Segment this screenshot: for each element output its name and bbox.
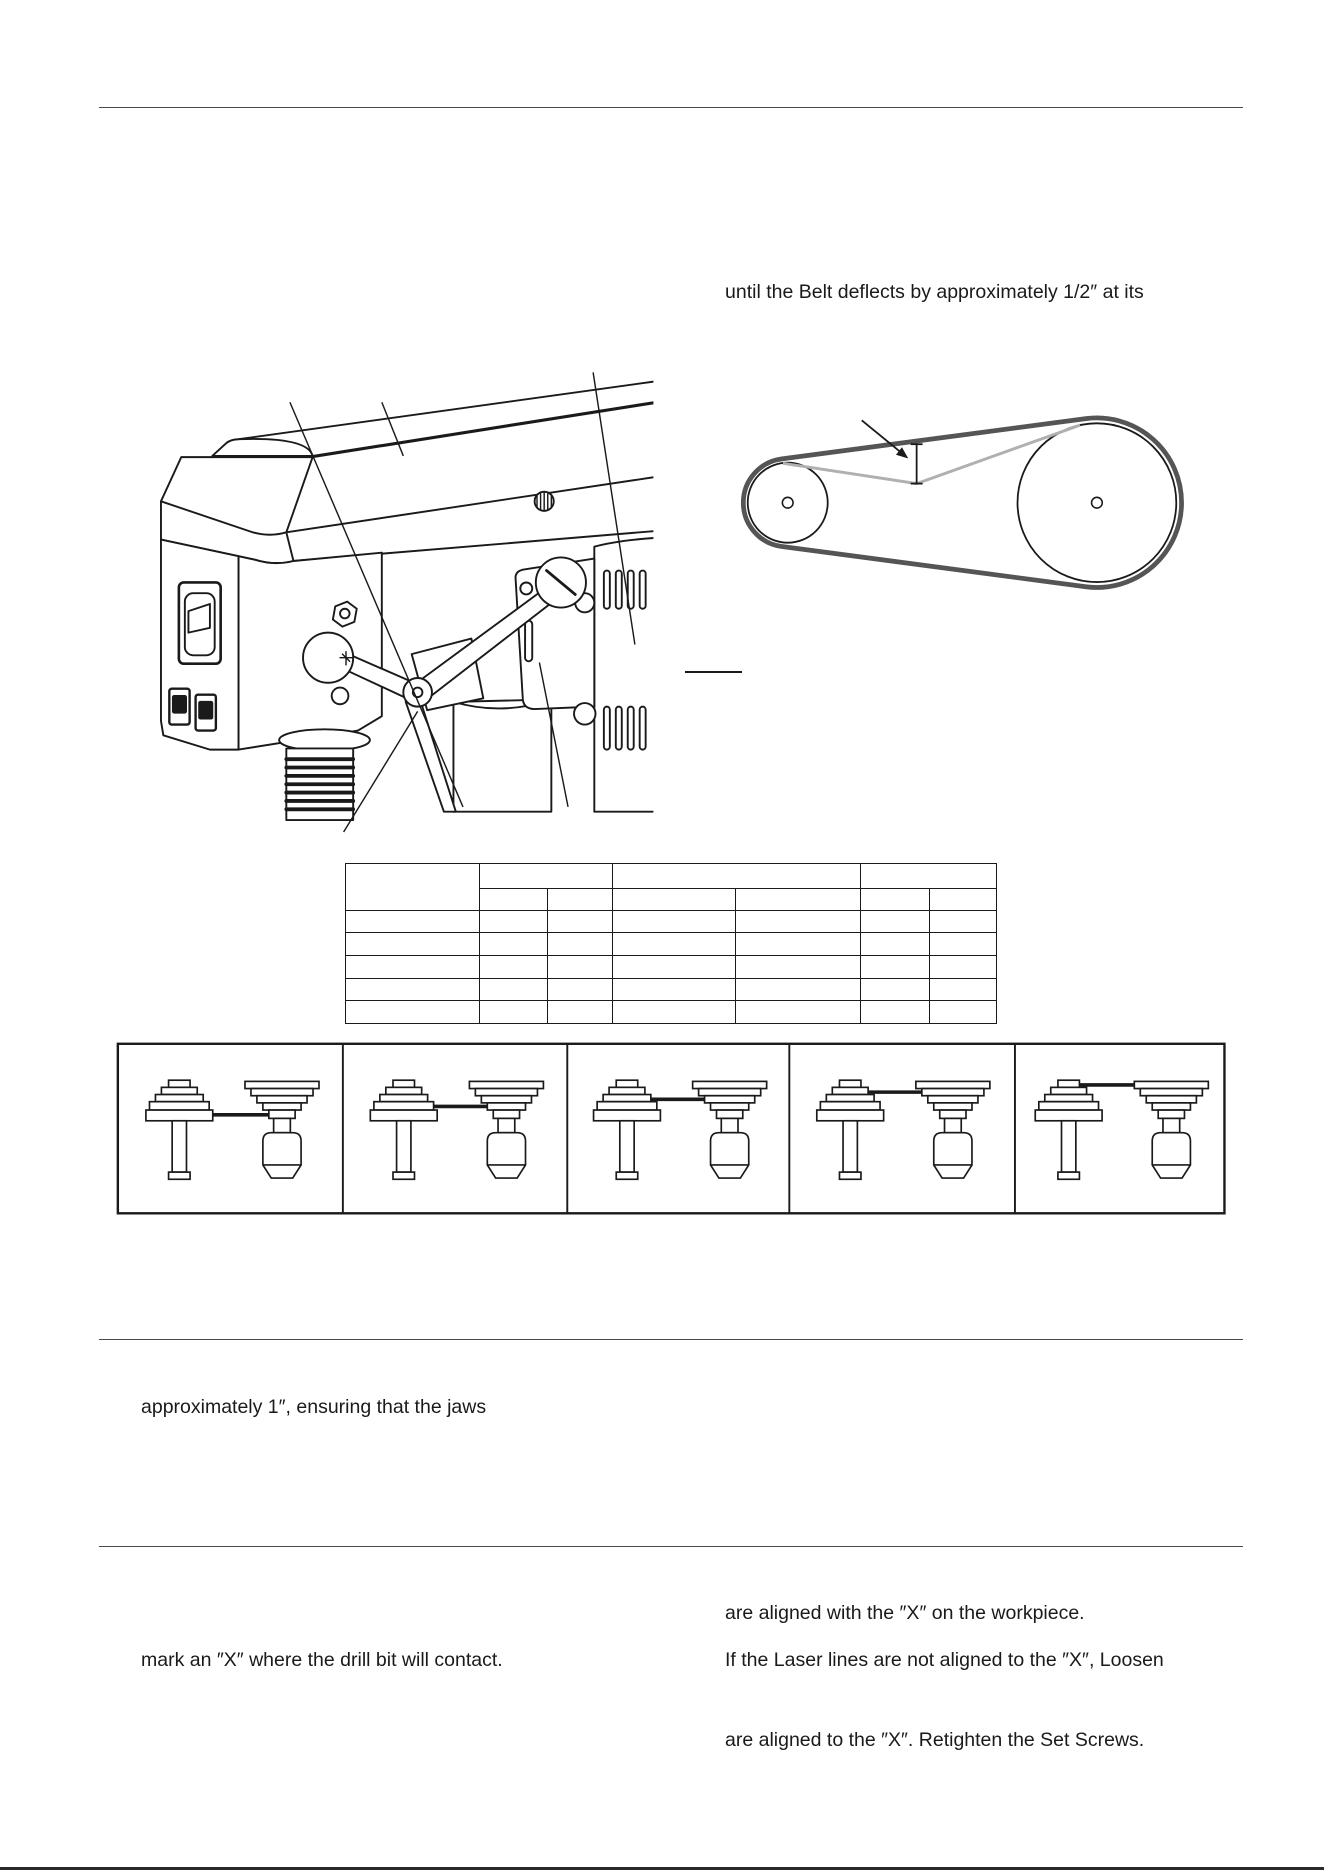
pointer-arrow-icon (862, 420, 909, 458)
section-rule-bottom (99, 1546, 1243, 1547)
bolt-icon (332, 688, 349, 705)
table-cell (930, 910, 997, 933)
table-cell (860, 1001, 929, 1024)
table-cell (480, 978, 548, 1001)
belt-position-panels (116, 1042, 1226, 1215)
table-cell (612, 978, 735, 1001)
table-row (346, 933, 997, 956)
table-header-cell (735, 889, 860, 911)
table-cell (930, 933, 997, 956)
table-cell (346, 933, 480, 956)
laser-text-right-3: are aligned to the ″X″. Retighten the Set Screws. (725, 1729, 1145, 1751)
table-header-cell (612, 889, 735, 911)
table-cell (612, 933, 735, 956)
belt-deflection-diagram (734, 406, 1194, 597)
table-cell (860, 955, 929, 978)
table-header-cell (860, 864, 996, 889)
table-cell (346, 955, 480, 978)
table-cell (930, 1001, 997, 1024)
table-cell (612, 910, 735, 933)
table-header-cell (860, 889, 929, 911)
laser-text-right-1: are aligned with the ″X″ on the workpiece. (725, 1602, 1085, 1624)
table-cell (930, 978, 997, 1001)
tension-knob-icon (333, 602, 357, 627)
table-cell (735, 978, 860, 1001)
table-cell (548, 933, 613, 956)
switch-housing (161, 540, 239, 750)
table-cell (930, 955, 997, 978)
table-cell (860, 910, 929, 933)
table-cell (548, 978, 613, 1001)
deflection-gauge-icon (911, 444, 923, 483)
laser-text-left-1: mark an ″X″ where the drill bit will contact. (141, 1649, 503, 1671)
table-row (346, 978, 997, 1001)
laser-text-right-2: If the Laser lines are not aligned to the ″X″, Loosen (725, 1649, 1164, 1671)
table-cell (735, 910, 860, 933)
table-header-row (346, 864, 997, 889)
table-cell (480, 1001, 548, 1024)
table-cell (480, 910, 548, 933)
small-pulley-hub-icon (783, 497, 794, 508)
table-header-cell (480, 889, 548, 911)
speed-table (345, 863, 997, 1024)
large-pulley-hub-icon (1092, 497, 1103, 508)
table-cell (346, 910, 480, 933)
table-row (346, 1001, 997, 1024)
column (454, 700, 552, 812)
top-knob-icon (535, 492, 554, 511)
section-rule-top (99, 107, 1243, 108)
table-cell (480, 933, 548, 956)
table-cell (612, 955, 735, 978)
table-row (346, 955, 997, 978)
table-cell (860, 933, 929, 956)
table-cell (735, 933, 860, 956)
page-edge (0, 1867, 1324, 1870)
short-rule (685, 671, 742, 673)
table-cell (346, 1001, 480, 1024)
table-cell (612, 1001, 735, 1024)
table-row (346, 910, 997, 933)
table-header-cell (930, 889, 997, 911)
belt-tension-text: until the Belt deflects by approximately 1/2″ at its (725, 281, 1144, 303)
table-cell (548, 1001, 613, 1024)
table-header-cell (480, 864, 613, 889)
drill-press-illustration (155, 364, 656, 836)
table-cell (548, 910, 613, 933)
quill (279, 729, 370, 820)
section-rule-middle (99, 1339, 1243, 1340)
table-cell (346, 978, 480, 1001)
table-header-cell (346, 864, 480, 911)
table-cell (548, 955, 613, 978)
table-header-cell (548, 889, 613, 911)
table-cell (735, 1001, 860, 1024)
table-cell (860, 978, 929, 1001)
table-cell (735, 955, 860, 978)
table-cell (480, 955, 548, 978)
chuck-text: approximately 1″, ensuring that the jaws (141, 1396, 487, 1418)
table-header-cell (612, 864, 860, 889)
